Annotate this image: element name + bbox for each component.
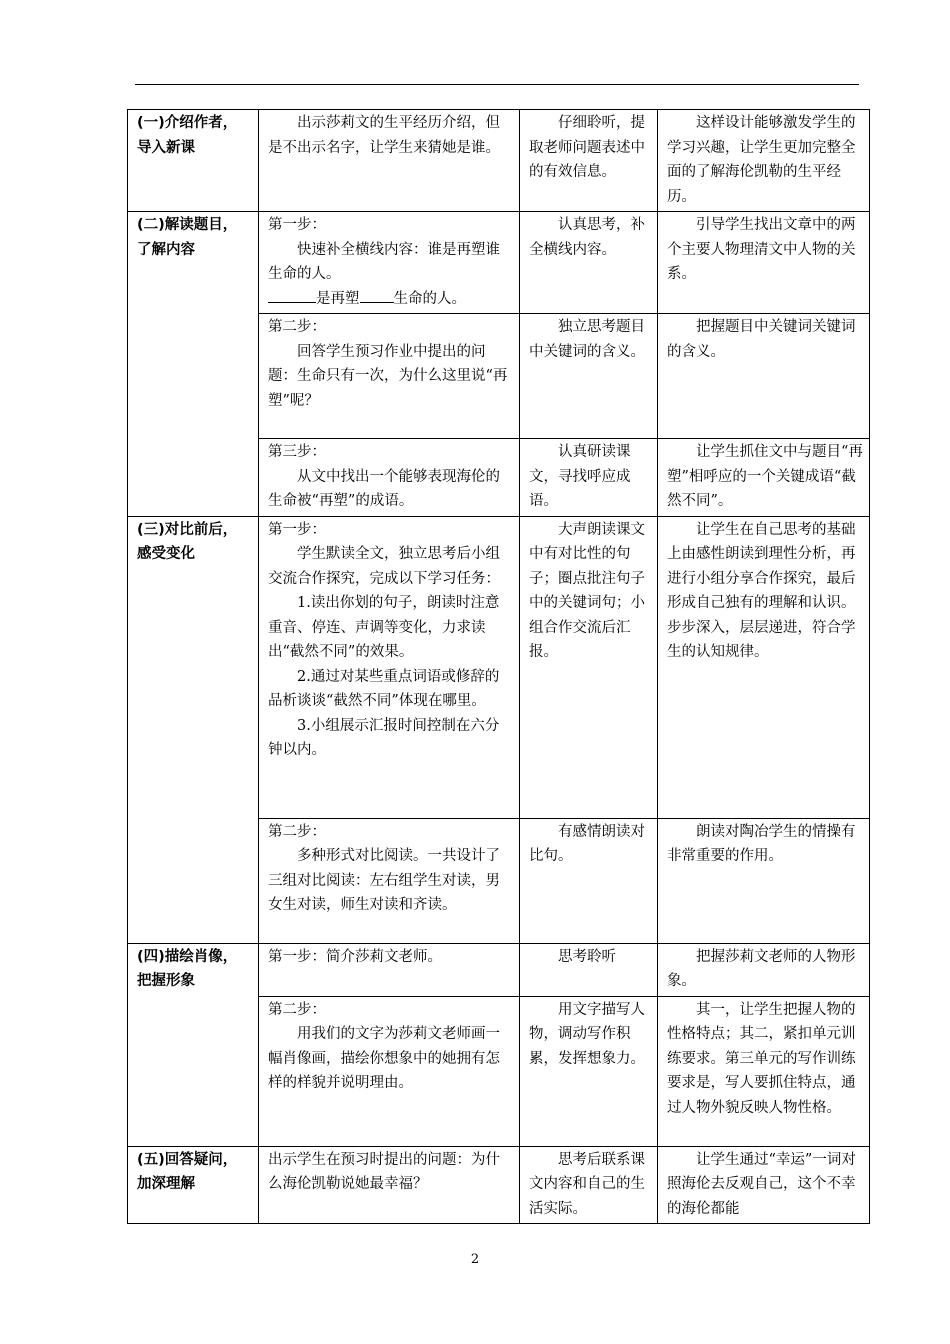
teacher-activity: 第二步： 多种形式对比阅读。一共设计了三组对比阅读：左右组学生对读，男女生对读，师生对读和齐读。 (259, 818, 520, 943)
teacher-activity: 第三步： 从文中找出一个能够表现海伦的生命被“再塑”的成语。 (259, 439, 520, 517)
lesson-plan-table (127, 109, 870, 1224)
table-row (128, 516, 870, 818)
stage-cell: (一)介绍作者， 导入新课 (128, 110, 259, 212)
design-intent: 其一，让学生把握人物的性格特点；其二，紧扣单元训练要求。第三单元的写作训练要求是，写人要抓住特点，通过人物外貌反映人物性格。 (658, 996, 870, 1146)
design-intent: 让学生通过“幸运”一词对照海伦去反观自己，这个不幸的海伦都能 (658, 1146, 870, 1224)
task-item: 2.通过对某些重点词语或修辞的品析谈谈“截然不同”体现在哪里。 (268, 668, 500, 709)
design-intent: 引导学生找出文章中的两个主要人物理清文中人物的关系。 (658, 212, 870, 314)
design-intent: 这样设计能够激发学生的学习兴趣，让学生更加完整全面的了解海伦凯勒的生平经历。 (658, 110, 870, 212)
task-item: 1.读出你划的句子，朗读时注意重音、停连、声调等变化，力求读出“截然不同”的效果。 (268, 595, 500, 660)
design-intent: 把握题目中关键词关键词的含义。 (658, 314, 870, 439)
header-rule (135, 84, 859, 85)
teacher-activity: 出示学生在预习时提出的问题：为什么海伦凯勒说她最幸福？ (259, 1146, 520, 1224)
student-activity: 认真研读课文，寻找呼应成语。 (520, 439, 658, 517)
teacher-activity: 第一步：简介莎莉文老师。 (259, 943, 520, 996)
design-intent: 让学生抓住文中与题目“再塑”相呼应的一个关键成语“截然不同”。 (658, 439, 870, 517)
teacher-activity: 第一步： 学生默读全文，独立思考后小组交流合作探究，完成以下学习任务： 1.读出你划的句子，朗读时注意重音、停连、声调等变化，力求读出“截然不同”的效果。 2.通过对某些重点词语或修辞的品析谈谈“截然不同”体现在哪里。 3.小组展示汇报时间控制在六分钟以内。 (259, 516, 520, 818)
student-activity: 独立思考题目中关键词的含义。 (520, 314, 658, 439)
teacher-activity: 第二步： 回答学生预习作业中提出的问题：生命只有一次，为什么这里说“再塑”呢？ (259, 314, 520, 439)
table-row (128, 1146, 870, 1224)
table-row (128, 212, 870, 314)
table-row (128, 110, 870, 212)
page-number: 2 (470, 1252, 480, 1267)
student-activity: 大声朗读课文中有对比性的句子；圈点批注句子中的关键词句；小组合作交流后汇报。 (520, 516, 658, 818)
student-activity: 用文字描写人物，调动写作积累，发挥想象力。 (520, 996, 658, 1146)
table-row (128, 943, 870, 996)
student-activity: 认真思考，补全横线内容。 (520, 212, 658, 314)
teacher-activity: 出示莎莉文的生平经历介绍，但是不出示名字，让学生来猜她是谁。 (259, 110, 520, 212)
fill-in-blank: 是再塑 生命的人。 (268, 287, 513, 312)
design-intent: 朗读对陶冶学生的情操有非常重要的作用。 (658, 818, 870, 943)
student-activity: 思考聆听 (520, 943, 658, 996)
stage-cell: (五)回答疑问， 加深理解 (128, 1146, 259, 1224)
design-intent: 让学生在自己思考的基础上由感性朗读到理性分析，再进行小组分享合作探究，最后形成自己独有的理解和认识。步步深入，层层递进，符合学生的认知规律。 (658, 516, 870, 818)
stage-cell: (三)对比前后， 感受变化 (128, 516, 259, 943)
student-activity: 仔细聆听，提取老师问题表述中的有效信息。 (520, 110, 658, 212)
design-intent: 把握莎莉文老师的人物形象。 (658, 943, 870, 996)
task-item: 3.小组展示汇报时间控制在六分钟以内。 (268, 717, 500, 758)
teacher-activity: 第二步： 用我们的文字为莎莉文老师画一幅肖像画，描绘你想象中的她拥有怎样的样貌并说明理由。 (259, 996, 520, 1146)
teacher-activity: 第一步： 快速补全横线内容：谁是再塑谁生命的人。 是再塑 生命的人。 (259, 212, 520, 314)
student-activity: 思考后联系课文内容和自己的生活实际。 (520, 1146, 658, 1224)
stage-cell: (二)解读题目， 了解内容 (128, 212, 259, 517)
stage-cell: (四)描绘肖像， 把握形象 (128, 943, 259, 1146)
student-activity: 有感情朗读对比句。 (520, 818, 658, 943)
blank-line (268, 288, 316, 303)
blank-line (360, 288, 394, 303)
